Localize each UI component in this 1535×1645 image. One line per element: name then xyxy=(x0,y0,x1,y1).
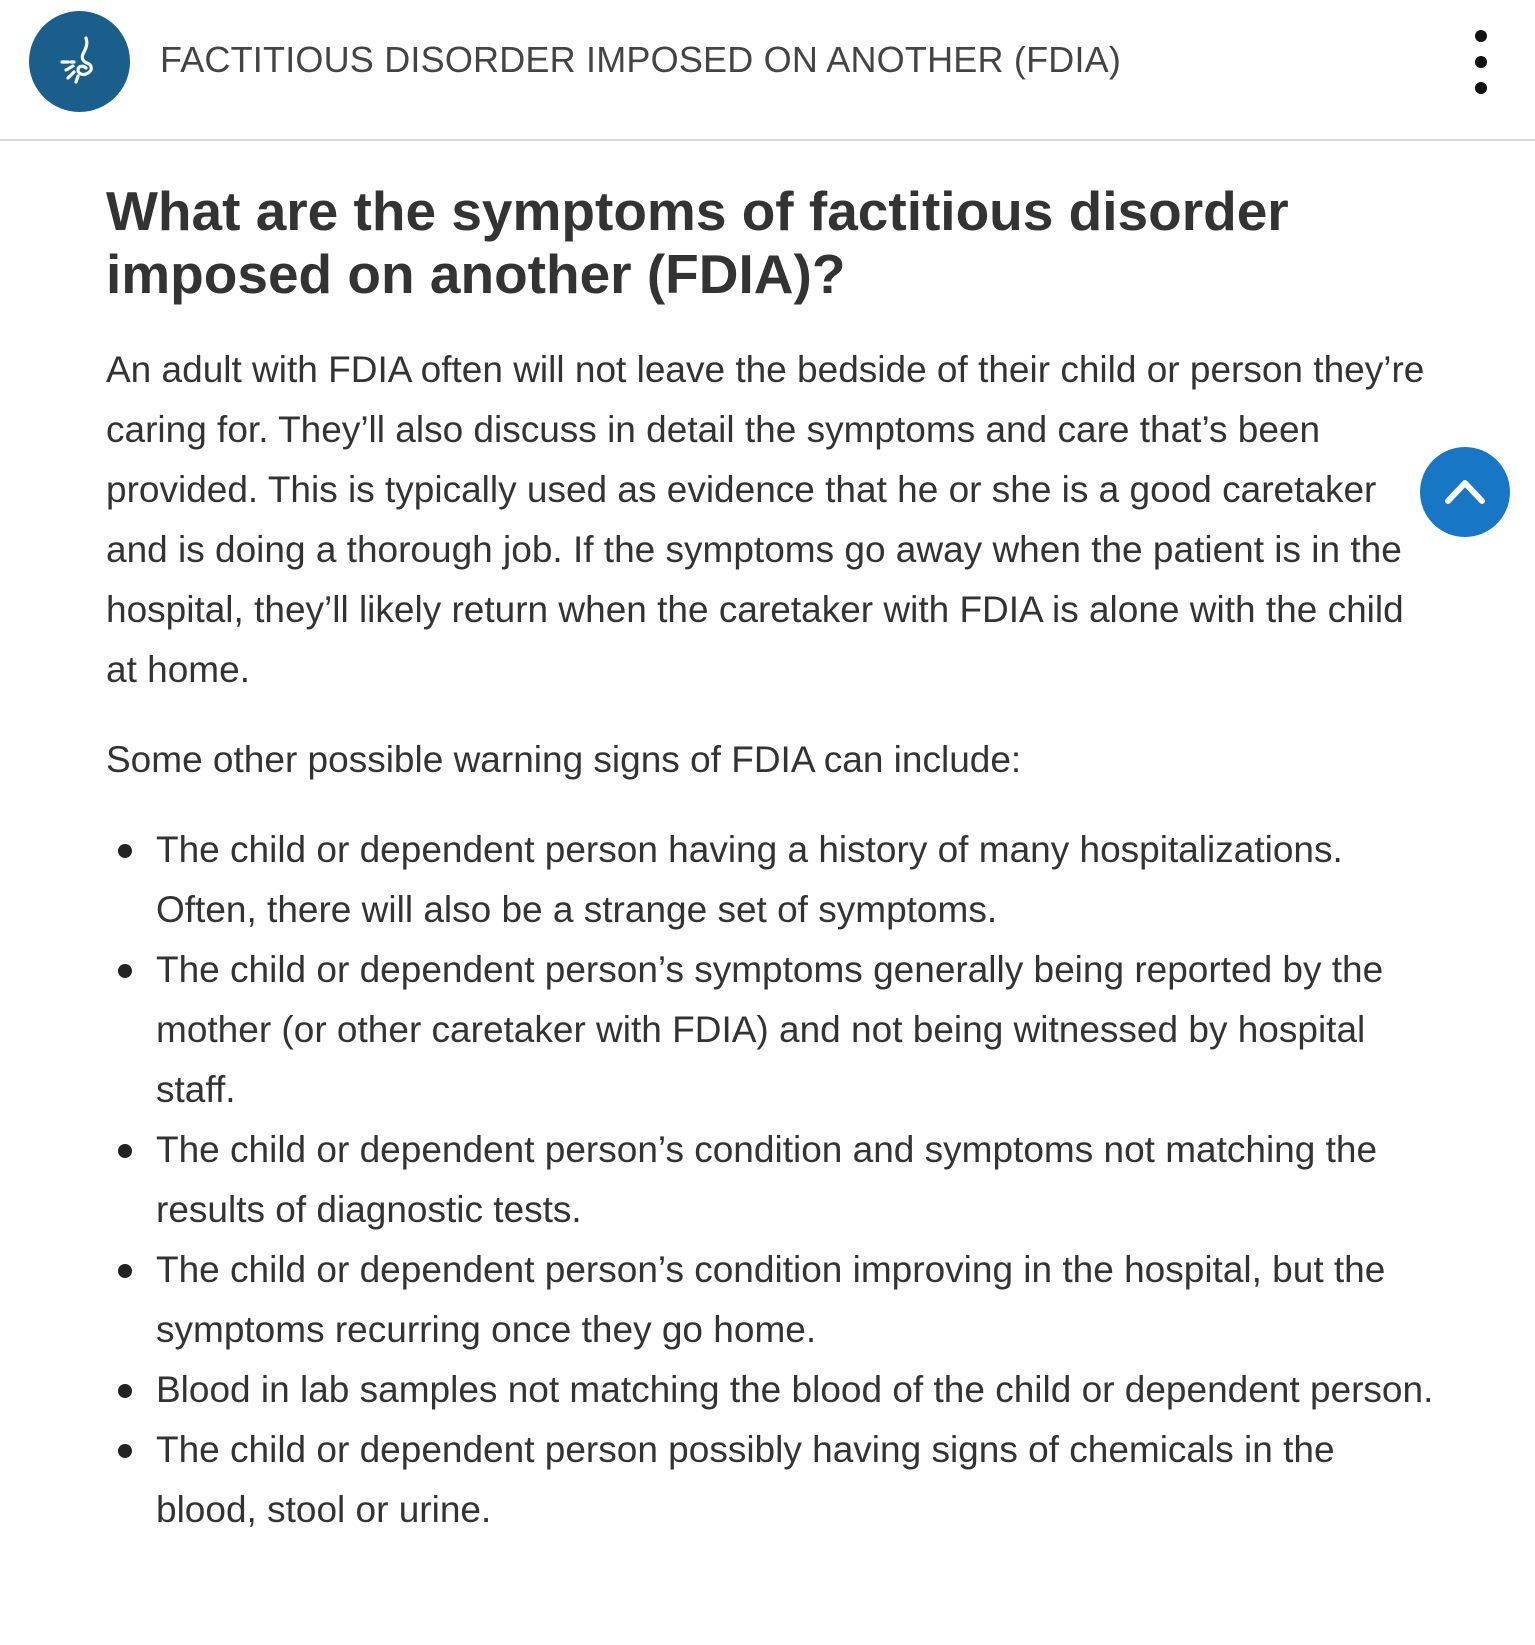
page-title: FACTITIOUS DISORDER IMPOSED ON ANOTHER (FDIA) xyxy=(160,39,1122,80)
list-item-text: The child or dependent person possibly having signs of chemicals in the blood, stool or urine. xyxy=(156,1429,1335,1530)
lungs-breath-icon xyxy=(29,11,130,112)
chevron-up-icon xyxy=(1440,467,1490,517)
scroll-to-top-button[interactable] xyxy=(1420,447,1510,537)
list-item xyxy=(106,1420,1436,1540)
list-item xyxy=(106,1360,1436,1420)
list-item-text: Blood in lab samples not matching the blood of the child or dependent person. xyxy=(156,1369,1434,1410)
bullet-icon xyxy=(118,844,132,858)
list-item xyxy=(106,820,1436,940)
bullet-icon xyxy=(118,1444,132,1458)
bullet-icon xyxy=(118,1144,132,1158)
list-item-text: The child or dependent person having a history of many hospitalizations. Often, there will also be a strange set of symptoms. xyxy=(156,829,1343,930)
list-item-text: The child or dependent person’s symptoms generally being reported by the mother (or other caretaker with FDIA) and not being witnessed by hospital staff. xyxy=(156,949,1384,1110)
list-item-text: The child or dependent person’s condition and symptoms not matching the results of diagnostic tests. xyxy=(156,1129,1378,1230)
intro-paragraph: An adult with FDIA often will not leave the bedside of their child or person they’re caring for. They’ll also discuss in detail the symptoms and care that’s been provided. This is typically used as evidence that he or she is a good caretaker and is doing a thorough job. If the symptoms go away when the patient is in the hospital, they’ll likely return when the caretaker with FDIA is alone with the child at home. xyxy=(106,349,1425,690)
list-intro: Some other possible warning signs of FDIA can include: xyxy=(106,739,1022,780)
list-item-text: The child or dependent person’s condition improving in the hospital, but the symptoms recurring once they go home. xyxy=(156,1249,1386,1350)
menu-dot xyxy=(1475,30,1487,42)
more-vertical-icon[interactable] xyxy=(1463,30,1499,94)
warning-signs-list xyxy=(106,820,1436,1540)
list-item xyxy=(106,940,1436,1120)
bullet-icon xyxy=(118,1384,132,1398)
bullet-icon xyxy=(118,964,132,978)
article-heading: What are the symptoms of factitious disorder imposed on another (FDIA)? xyxy=(106,180,1289,305)
list-item xyxy=(106,1240,1436,1360)
list-item xyxy=(106,1120,1436,1240)
bullet-icon xyxy=(118,1264,132,1278)
app-bar xyxy=(0,0,1535,141)
article-content xyxy=(106,180,1436,1540)
menu-dot xyxy=(1475,82,1487,94)
menu-dot xyxy=(1475,56,1487,68)
